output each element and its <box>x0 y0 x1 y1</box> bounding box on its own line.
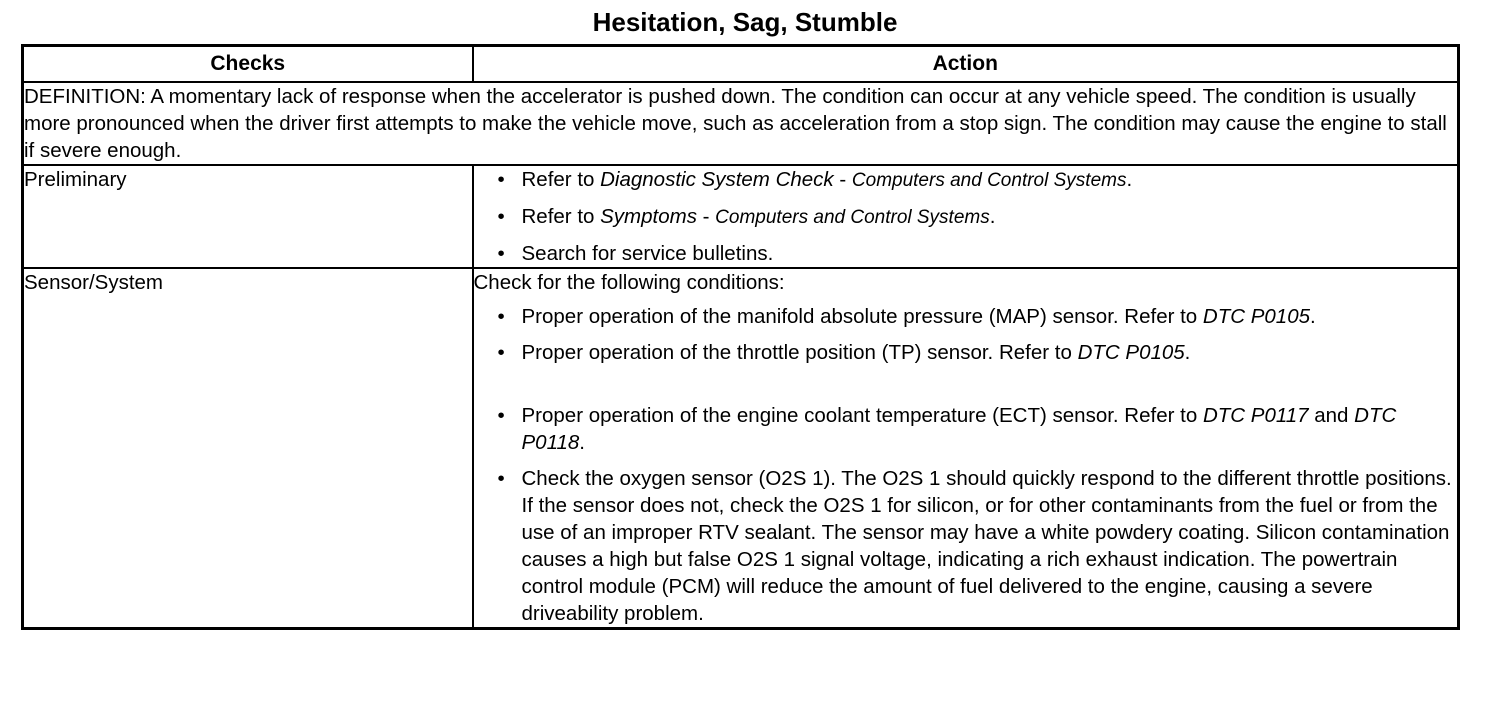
list-item: • Refer to Symptoms - Computers and Control Systems. <box>496 203 1458 231</box>
doc-reference-section: Computers and Control Systems <box>715 207 990 228</box>
check-label-preliminary: Preliminary <box>23 165 473 268</box>
checks-column-header: Checks <box>23 46 473 83</box>
doc-reference: Symptoms <box>600 205 697 228</box>
page-title: Hesitation, Sag, Stumble <box>592 7 898 37</box>
doc-reference-section: Computers and Control Systems <box>851 170 1127 191</box>
definition-row <box>23 82 1459 165</box>
preliminary-action-list <box>474 166 1458 267</box>
dtc-reference: DTC P0105 <box>1202 305 1311 328</box>
action-cell-sensor-system <box>473 268 1459 629</box>
check-label-sensor-system: Sensor/System <box>23 268 473 629</box>
list-item: • Proper operation of the engine coolant temperature (ECT) sensor. Refer to DTC P0117 and DTC P0118. <box>496 402 1458 456</box>
definition-text: DEFINITION: A momentary lack of response when the accelerator is pushed down. The condition can occur at any vehicle speed. The condition is usually more pronounced when the driver first attempts to make the vehicle move, such as acceleration from a stop sign. The condition may cause the engine to stall if severe enough. <box>23 82 1459 165</box>
header-row <box>23 46 1459 83</box>
doc-reference: Diagnostic System Check <box>600 168 834 191</box>
dtc-reference: DTC P0105 <box>1077 341 1185 364</box>
sensor-system-row <box>23 268 1459 629</box>
list-item: • Refer to Diagnostic System Check - Computers and Control Systems. <box>496 166 1458 194</box>
list-item: • Proper operation of the manifold absolute pressure (MAP) sensor. Refer to DTC P0105. <box>496 303 1458 330</box>
diagnostic-table <box>21 44 1460 630</box>
action-cell-preliminary <box>473 165 1459 268</box>
list-item: • Search for service bulletins. <box>496 240 1458 267</box>
list-item: • Proper operation of the throttle position (TP) sensor. Refer to DTC P0105. <box>496 339 1458 366</box>
sensor-system-action-list <box>474 303 1458 627</box>
list-item: • Check the oxygen sensor (O2S 1). The O2S 1 should quickly respond to the different throttle positions. If the sensor does not, check the O2S 1 for silicon, or for other contaminants from the fuel or from the use of an improper RTV sealant. The sensor may have a white powdery coating. Silicon contamination causes a high but false O2S 1 signal voltage, indicating a rich exhaust indication. The powertrain control module (PCM) will reduce the amount of fuel delivered to the engine, causing a severe driveability problem. <box>496 465 1458 627</box>
action-column-header: Action <box>473 46 1459 83</box>
conditions-lead-text: Check for the following conditions: <box>473 271 785 294</box>
preliminary-row <box>23 165 1459 268</box>
dtc-reference: DTC P0117 <box>1202 404 1309 427</box>
dtc-reference: DTC P0118 <box>521 404 1397 454</box>
